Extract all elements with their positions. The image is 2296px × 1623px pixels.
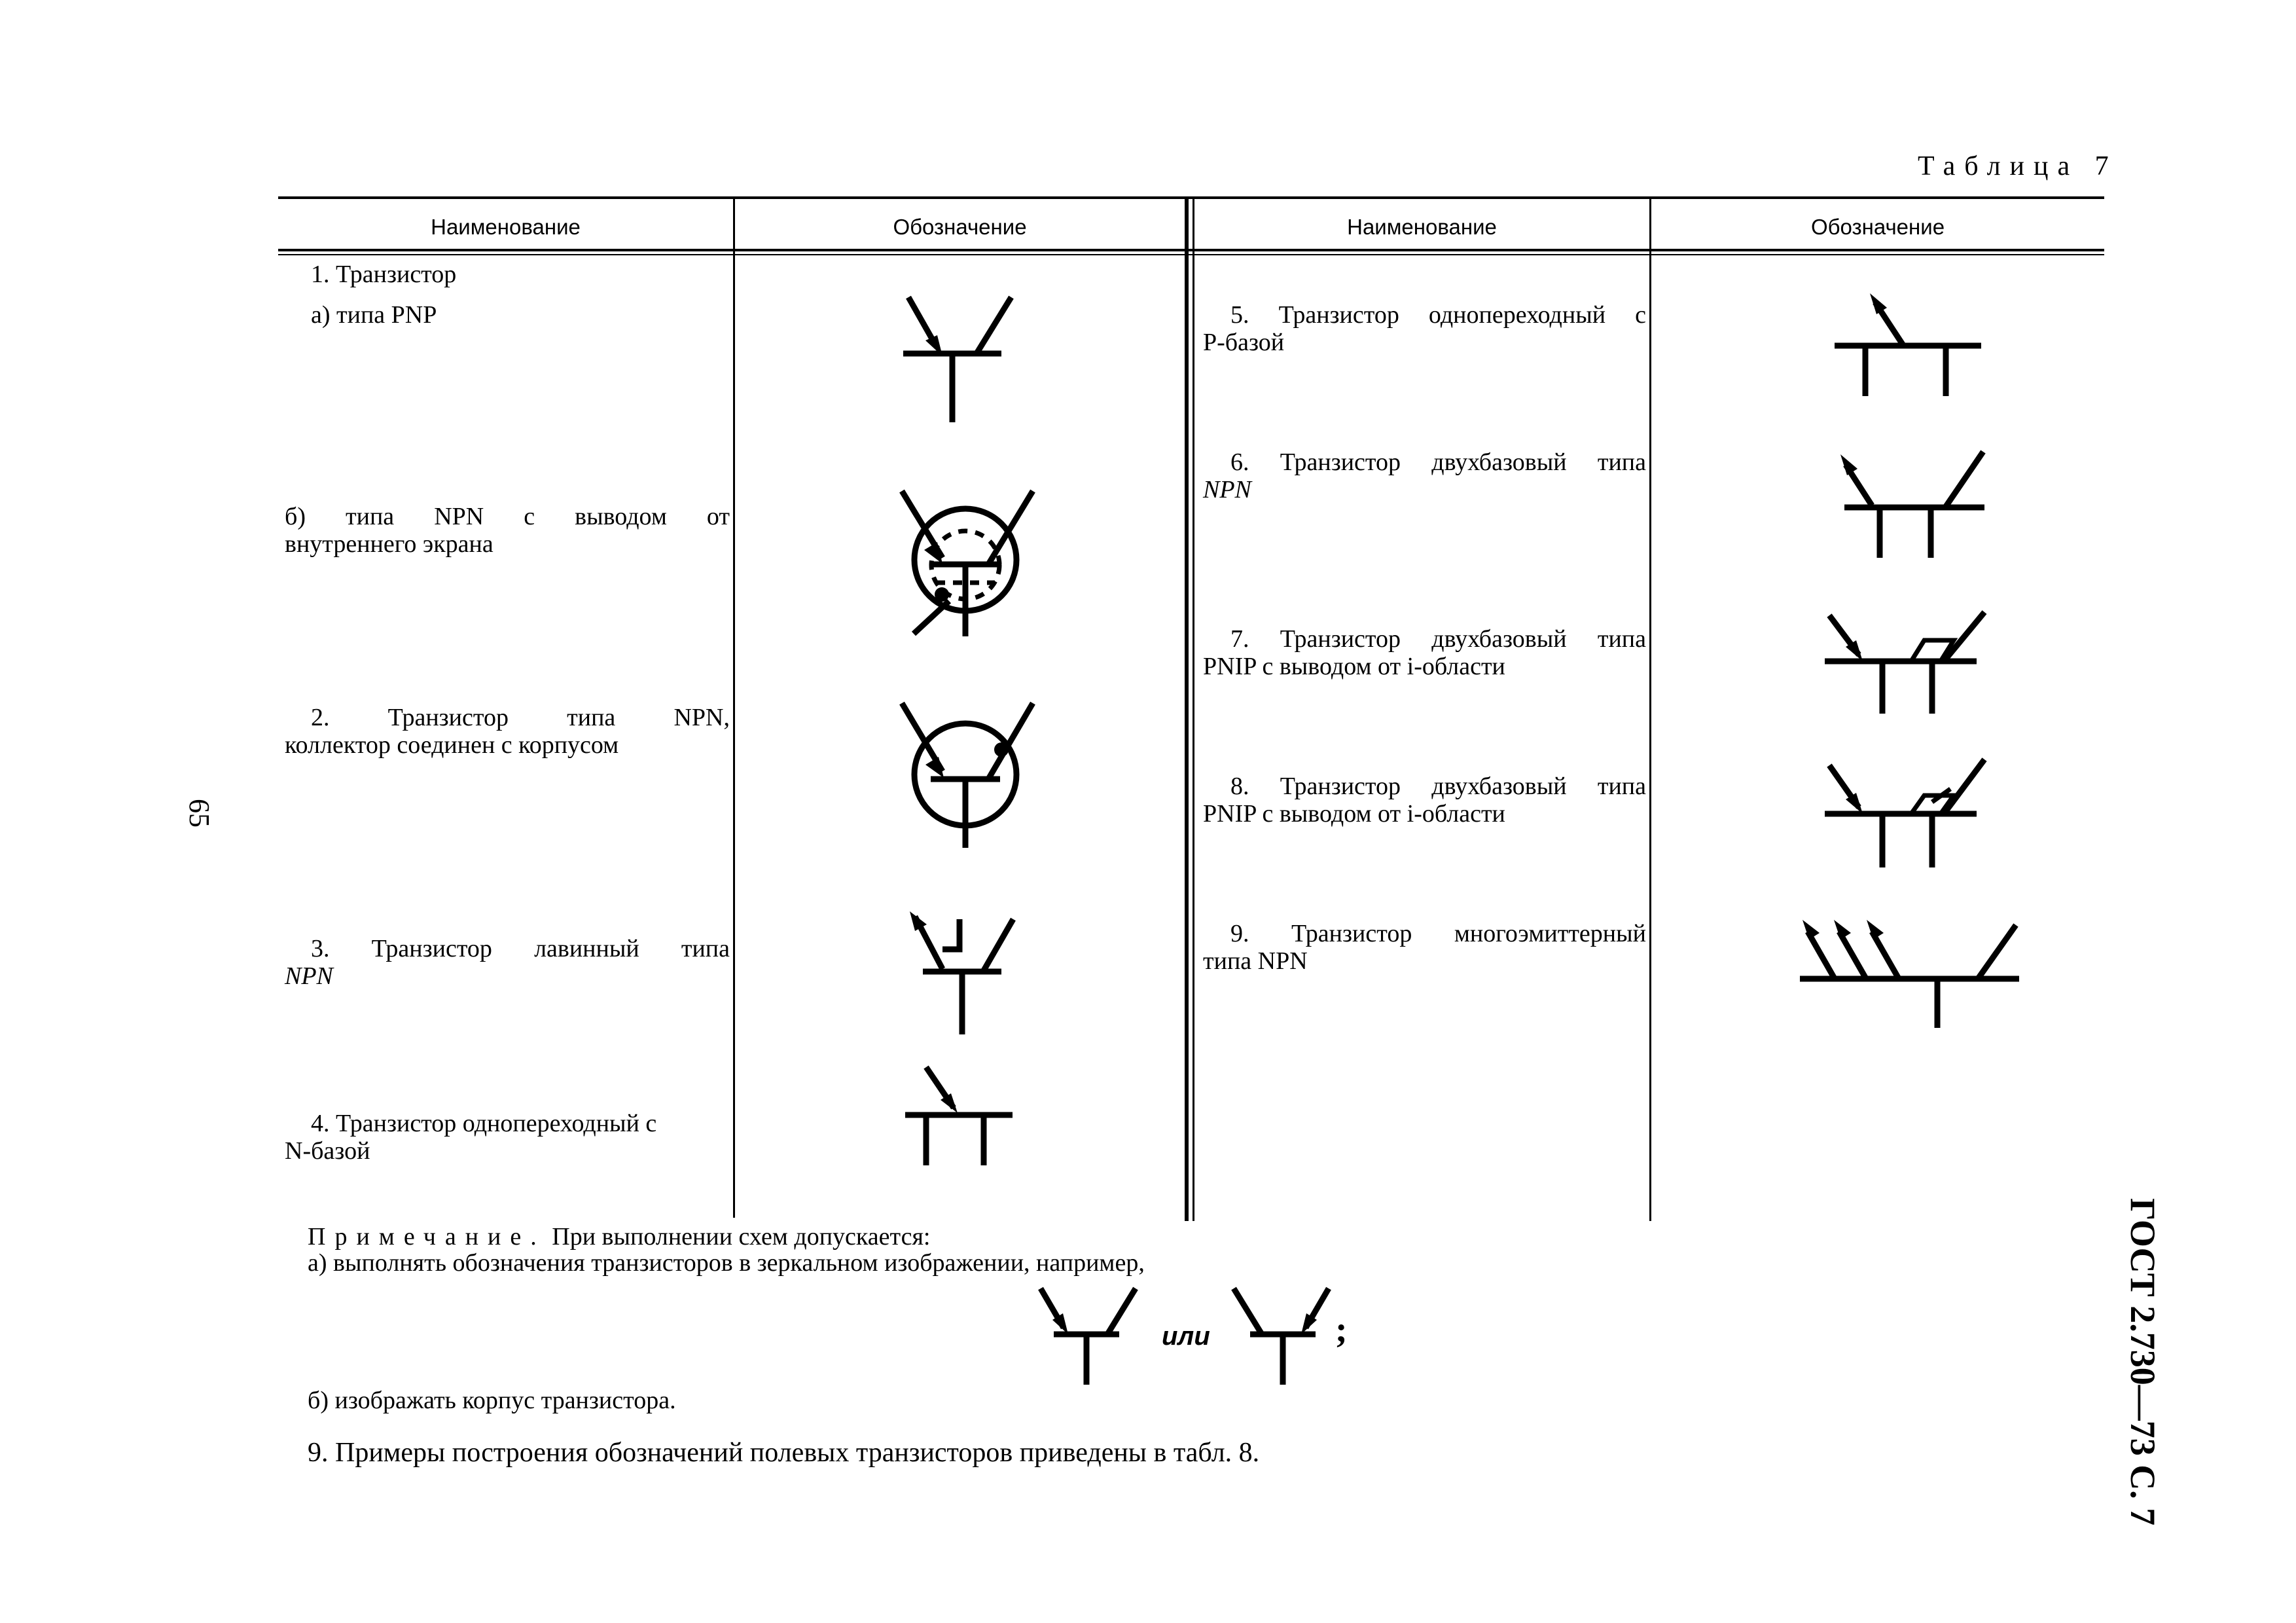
note-heading xyxy=(308,1223,931,1250)
row-1b-line1: б) типа NPN с выводом от xyxy=(285,503,730,530)
row-6-line2: NPN xyxy=(1203,476,1251,503)
header-bottom-rule xyxy=(278,249,2104,251)
note-item-a: а) выполнять обозначения транзисторов в зеркальном изображении, например, xyxy=(308,1249,1145,1277)
row-2-line1: 2. Транзистор типа NPN, xyxy=(311,704,730,731)
row-1-title: 1. Транзистор xyxy=(311,261,457,288)
pnp-transistor-symbol xyxy=(897,288,1034,426)
right-column-divider xyxy=(1649,196,1651,1221)
row-2-line2: коллектор соединен с корпусом xyxy=(285,731,619,759)
row-3-line2: NPN xyxy=(285,962,333,990)
double-base-pnip-transistor-symbol xyxy=(1820,609,1990,720)
row-1a-text: а) типа PNP xyxy=(311,301,437,329)
center-double-rule-b xyxy=(1193,196,1194,1221)
mirror-example-left-symbol xyxy=(1034,1283,1139,1388)
double-base-npn-transistor-symbol xyxy=(1820,445,1990,563)
table-top-rule xyxy=(278,196,2104,199)
npn-screened-transistor-symbol xyxy=(890,484,1041,642)
row-6-line1: 6. Транзистор двухбазовый типа xyxy=(1230,448,1646,476)
row-9-line1: 9. Транзистор многоэмиттерный xyxy=(1230,920,1646,947)
left-column-divider xyxy=(733,196,735,1218)
unijunction-p-base-transistor-symbol xyxy=(1829,288,1986,399)
row-4-line1: 4. Транзистор однопереходный с xyxy=(311,1110,657,1137)
unijunction-n-base-transistor-symbol xyxy=(900,1061,1018,1172)
header-name-right: Наименование xyxy=(1347,215,1497,239)
row-5-line1: 5. Транзистор однопереходный с xyxy=(1230,301,1646,329)
avalanche-npn-transistor-symbol xyxy=(903,910,1041,1041)
header-bottom-rule-2 xyxy=(278,254,2104,255)
header-symbol-left: Обозначение xyxy=(893,215,1027,239)
npn-collector-case-transistor-symbol xyxy=(890,694,1041,851)
paragraph-9: 9. Примеры построения обозначений полевых транзисторов приведены в табл. 8. xyxy=(308,1438,1260,1468)
row-1b-line2: внутреннего экрана xyxy=(285,530,493,558)
row-9-line2: типа NPN xyxy=(1203,947,1308,975)
or-word: или xyxy=(1162,1322,1210,1351)
multi-emitter-npn-transistor-symbol xyxy=(1793,913,2022,1031)
row-5-line2: P-базой xyxy=(1203,329,1285,356)
header-symbol-right: Обозначение xyxy=(1810,215,1945,239)
note-item-b: б) изображать корпус транзистора. xyxy=(308,1387,676,1414)
note-intro: При выполнении схем допускается: xyxy=(552,1223,931,1250)
row-8-line1: 8. Транзистор двухбазовый типа xyxy=(1230,773,1646,800)
center-double-rule-a xyxy=(1185,196,1189,1221)
header-name-left: Наименование xyxy=(431,215,581,239)
mirror-example-right-symbol xyxy=(1230,1283,1335,1388)
row-4-line2: N-базой xyxy=(285,1137,370,1165)
note-heading-word: Примечание. xyxy=(308,1223,546,1250)
row-7-line1: 7. Транзистор двухбазовый типа xyxy=(1230,625,1646,653)
page-number: 65 xyxy=(183,799,215,828)
double-base-pnip-transistor-symbol-2 xyxy=(1820,756,1990,874)
row-7-line2: PNIP с выводом от i-области xyxy=(1203,653,1505,680)
row-3-line1: 3. Транзистор лавинный типа xyxy=(311,935,730,962)
row-8-line2: PNIP с выводом от i-области xyxy=(1203,800,1505,828)
document-code: ГОСТ 2.730—73 С. 7 xyxy=(2123,1198,2162,1526)
semicolon: ; xyxy=(1335,1309,1348,1350)
table-caption: Таблица 7 xyxy=(1918,151,2118,181)
